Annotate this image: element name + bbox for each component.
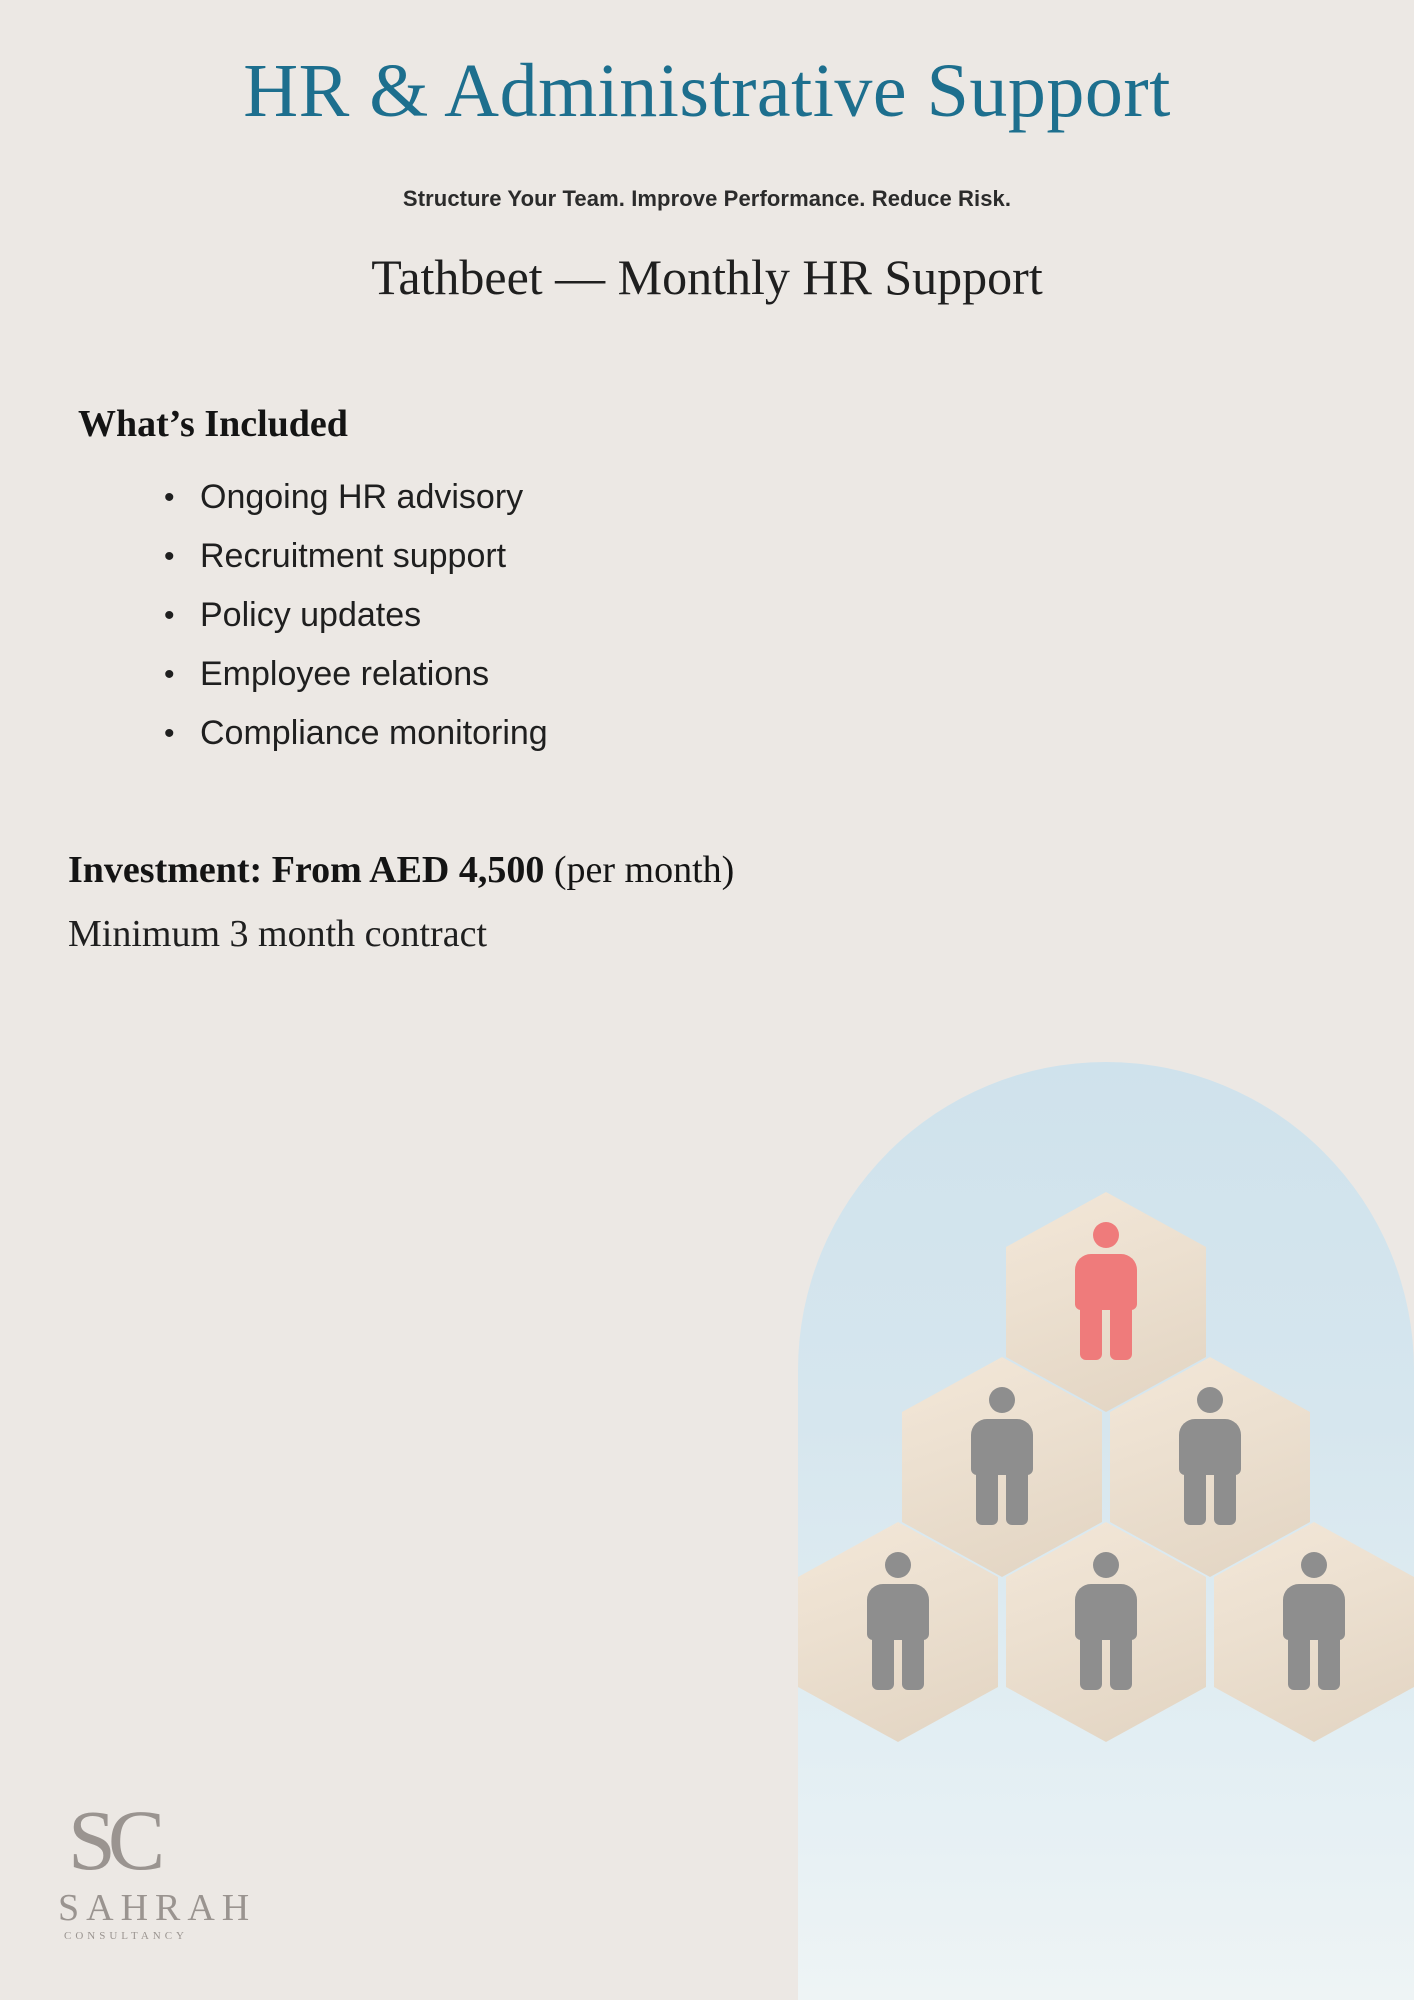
list-item: • Recruitment support <box>200 527 548 586</box>
contract-terms: Minimum 3 month contract <box>68 913 488 955</box>
list-item: • Ongoing HR advisory <box>200 468 548 527</box>
brand-name: SAHRAH <box>58 1887 257 1929</box>
page-subtitle: Structure Your Team. Improve Performance. Reduce Risk. <box>402 186 1012 211</box>
list-item: • Compliance monitoring <box>200 704 548 763</box>
team-illustration <box>798 1062 1414 2000</box>
page-title: HR & Administrative Support <box>243 49 1171 133</box>
whats-included-heading: What’s Included <box>78 403 348 445</box>
investment-amount: Investment: From AED 4,500 <box>68 849 545 891</box>
service-name-heading: Tathbeet — Monthly HR Support <box>371 249 1043 305</box>
investment-period: (per month) <box>553 849 735 891</box>
brand-tagline: CONSULTANCY <box>64 1930 189 1942</box>
whats-included-list <box>150 468 548 763</box>
hexagon-pyramid <box>798 1062 1414 2000</box>
list-item: • Policy updates <box>200 586 548 645</box>
monogram-icon: SC <box>68 1792 158 1888</box>
investment-line <box>68 848 734 892</box>
list-item: • Employee relations <box>200 645 548 704</box>
brand-logo <box>58 1790 288 1940</box>
